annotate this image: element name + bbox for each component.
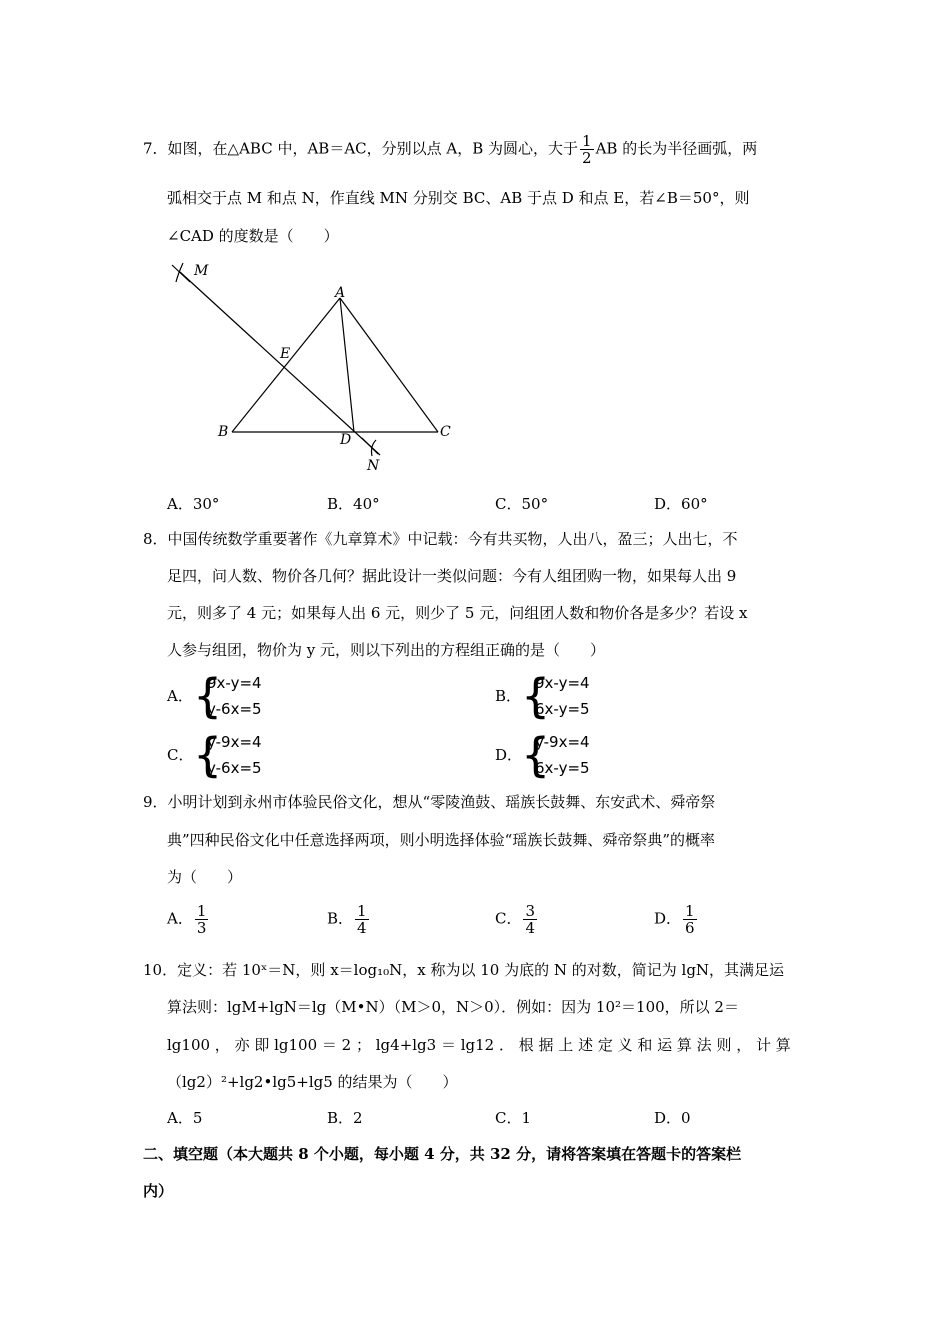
label-a: A — [335, 285, 346, 301]
q9-line2: 典”四种民俗文化中任意选择两项，则小明选择体验“瑶族长鼓舞、舜帝祭典”的概率 — [167, 831, 716, 849]
q7-text-post: AB 的长为半径画弧，两 — [595, 139, 758, 158]
q10-line2: 算法则：lgM+lgN＝lg（M•N）（M＞0，N＞0）．例如：因为 10²＝100，所以 2＝ — [167, 998, 739, 1016]
q10-option-d: D．0 — [654, 1109, 691, 1127]
q8-line4: 人参与组团，物价为 y 元，则以下列出的方程组正确的是（ ） — [167, 641, 606, 659]
label-b: B — [218, 424, 229, 440]
label-c: C — [440, 424, 451, 440]
q10-line3: lg100 ， 亦 即 lg100 ＝ 2 ； lg4+lg3 ＝ lg12 ． 根 据 上 述 定 义 和 运 算 法 则 ， 计 算 — [167, 1036, 791, 1054]
q7-option-a: A．30° — [167, 495, 220, 513]
q9-option-a: A． $\frac{1}{3}$ — [167, 902, 207, 937]
q7-option-d: D．60° — [654, 495, 708, 513]
label-m: M — [194, 263, 209, 279]
q7-text-pre: 7．如图，在△ABC 中，AB＝AC，分别以点 A，B 为圆心，大于 — [143, 139, 579, 158]
q7-option-c: C．50° — [495, 495, 549, 513]
brace-icon: { — [521, 728, 551, 782]
label-d: D — [340, 432, 352, 448]
q9-option-b: B． $\frac{1}{4}$ — [327, 902, 367, 937]
q7-triangle-figure — [160, 258, 470, 478]
q9-fraction: $\frac{1}{4}$ — [357, 902, 367, 937]
label-e: E — [280, 346, 291, 362]
q8-line1: 8．中国传统数学重要著作《九章算术》中记载：今有共买物，人出八，盈三；人出七，不 — [143, 530, 738, 548]
q8-line3: 元，则多了 4 元；如果每人出 6 元，则少了 5 元，问组团人数和物价各是多少？若设 x — [167, 604, 748, 622]
q7-fraction: $\frac{1}{2}$ — [582, 132, 592, 167]
label-n: N — [367, 458, 380, 474]
q9-line3: 为（ ） — [167, 868, 243, 886]
q9-fraction: $\frac{1}{3}$ — [196, 902, 207, 937]
q10-option-c: C．1 — [495, 1109, 532, 1127]
q7-line2: 弧相交于点 M 和点 N，作直线 MN 分别交 BC、AB 于点 D 和点 E，若∠B＝50°，则 — [167, 189, 750, 207]
q7-line3: ∠CAD 的度数是（ ） — [167, 227, 339, 245]
q9-option-c: C． $\frac{3}{4}$ — [495, 902, 536, 937]
q10-line4: （lg2）²+lg2•lg5+lg5 的结果为（ ） — [167, 1073, 458, 1091]
q10-line1: 10．定义：若 10ˣ＝N，则 x＝log₁₀N，x 称为以 10 为底的 N 的对数，简记为 lgN，其满足运 — [143, 961, 785, 979]
q9-fraction: $\frac{3}{4}$ — [525, 902, 536, 937]
brace-icon: { — [193, 669, 223, 723]
q9-fraction: $\frac{1}{6}$ — [685, 902, 695, 937]
q10-option-a: A．5 — [167, 1109, 203, 1127]
brace-icon: { — [521, 669, 551, 723]
q10-option-b: B．2 — [327, 1109, 363, 1127]
q9-line1: 9．小明计划到永州市体验民俗文化，想从“零陵渔鼓、瑶族长鼓舞、东安武术、舜帝祭 — [143, 793, 716, 811]
q7-option-b: B．40° — [327, 495, 380, 513]
section-heading-line1: 二、填空题（本大题共 8 个小题，每小题 4 分，共 32 分，请将答案填在答题卡的答案栏 — [143, 1145, 742, 1163]
q8-line2: 足四，问人数、物价各几何？据此设计一类似问题：今有人组团购一物，如果每人出 9 — [167, 567, 737, 585]
q9-option-d: D． $\frac{1}{6}$ — [654, 902, 695, 937]
brace-icon: { — [193, 728, 223, 782]
q7-line1 — [143, 133, 757, 166]
section-heading-line2: 内） — [143, 1182, 174, 1200]
